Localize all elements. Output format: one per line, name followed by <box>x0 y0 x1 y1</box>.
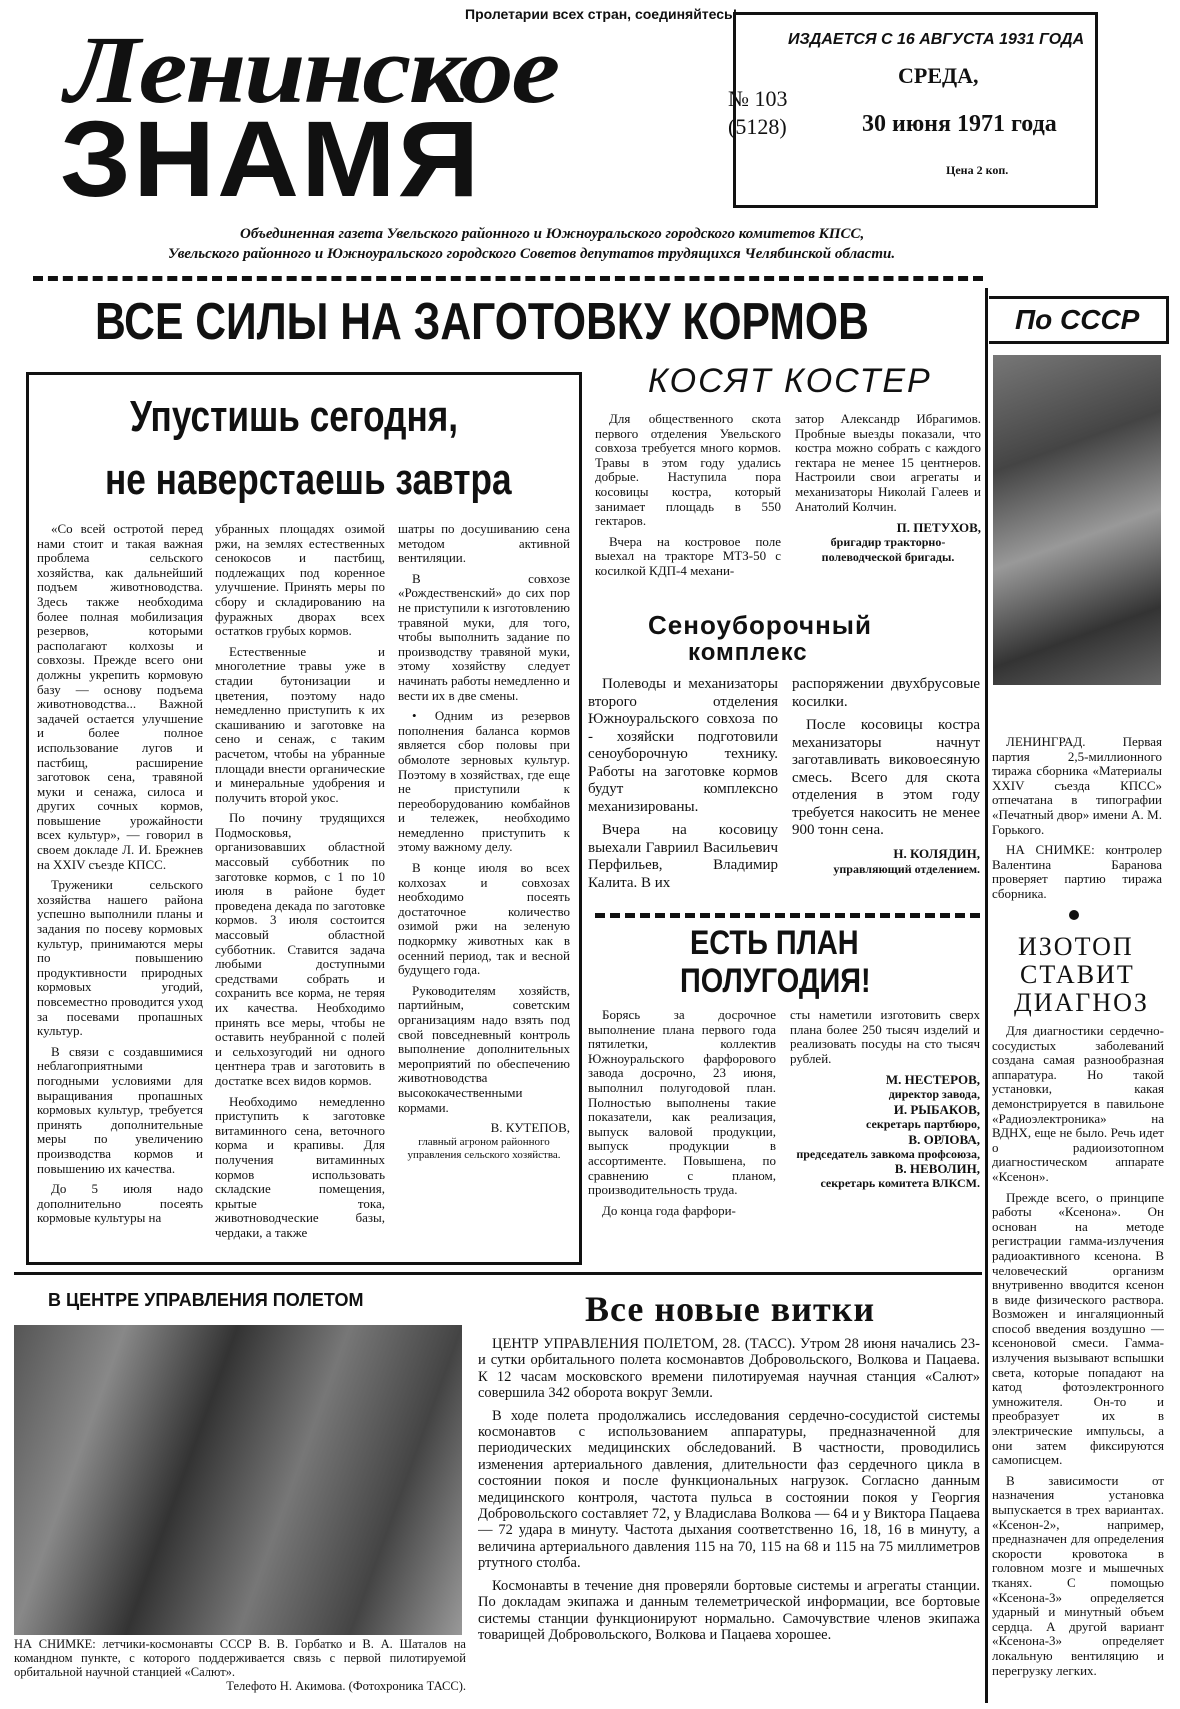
article4-signature-role: секретарь комитета ВЛКСМ. <box>820 1176 980 1191</box>
article1-text: Труженики сельского хозяйства нашего района успешно выполнили планы и задания по посеву кормовых культур, принимаются меры по повышению продуктивности природных кормовых угодий, повсеместно проводится уход за посевами пропашных культур. <box>37 877 203 1039</box>
newspaper-title-line1: Ленинское <box>65 16 558 123</box>
article1-signature-role: главный агроном районного управления сельского хозяйства. <box>407 1135 561 1161</box>
subtitle-line2: Увельского районного и Южноуральского городского Советов депутатов трудящихся Челябинской области. <box>168 246 896 262</box>
article4-signature-role: председатель завкома профсоюза, <box>796 1146 980 1161</box>
bullet-icon <box>1069 910 1079 920</box>
slogan: Пролетарии всех стран, соединяйтесь! <box>465 6 738 22</box>
article2-column2 <box>795 412 981 602</box>
lower-divider <box>14 1272 982 1275</box>
sidebar-caption <box>992 735 1162 935</box>
flight-caption-text: НА СНИМКЕ: летчики-космонавты СССР В. В. Горбатко и В. А. Шаталов на командном пункте, с которого поддерживается связь с первой пилотируемой орбитальной научной станцией «Салют». <box>14 1637 466 1679</box>
article4-signature-role: директор завода, <box>888 1087 980 1102</box>
article4-signature: В. НЕВОЛИН, <box>894 1161 980 1177</box>
article4-title-line2: ПОЛУГОДИЯ! <box>680 962 871 1000</box>
article4-column2 <box>790 1008 980 1263</box>
article3-title-line1: Сеноуборочный <box>648 610 872 640</box>
isotope-title-line2: СТАВИТ <box>1020 960 1135 989</box>
article3-signature-role: управляющий отделением. <box>833 861 980 876</box>
article3-text: После косовицы костра механизаторы начнут заготавливать виковоесяную смесь. Всего для скота отделения в этом году требуется накосить не менее 900 тонн сена. <box>792 717 980 838</box>
article2-signature-role: бригадир тракторно-полеводческой бригады. <box>821 535 955 564</box>
article1-text: В связи с создавшимися неблагоприятными погодными условиями для выращивания пропашных кормовых культур, требуется принять дополнительные меры по увеличению производства кормов и повышению их качества. <box>37 1043 203 1176</box>
flight-title: Все новые витки <box>585 1289 876 1329</box>
isotope-text <box>992 1024 1164 1704</box>
article1-title-line2: не наверстаешь завтра <box>105 455 512 504</box>
article1-text: В совхозе «Рождественский» до сих пор не приступили к изготовлению травяной муки, для того, чтобы выполнить задание по производству травяной муки, этому хозяйству следует начинать работы немедленно и вести их в две смены. <box>398 570 570 703</box>
article2-title: КОСЯТ КОСТЕР <box>648 362 932 400</box>
price: Цена 2 коп. <box>946 163 1009 177</box>
isotope-paragraph: В зависимости от назначения установка выпускается в трех вариантах. «Ксенон-2», например, предназначен для определения скорости кровотока в головном мозге и мышечных тканях. С помощью «Ксенона-3» определяется ударный и минутный объем сердца. А другой вариант «Ксенона-3» определяет локальную вентиляцию и перегрузку легких. <box>992 1472 1164 1678</box>
since-label: ИЗДАЕТСЯ С 16 АВГУСТА 1931 ГОДА <box>788 31 1085 48</box>
article2-text: Для общественного скота первого отделения Увельского совхоза требуется много кормов. Травы в этом году удались добрые. Наступила пора косовицы костра, который занимает площадь в 550 гектаров. <box>595 412 781 529</box>
flight-caption-credit: Телефото Н. Акимова. (Фотохроника ТАСС). <box>226 1679 466 1693</box>
article3-text: Полеводы и механизаторы второго отделения Южноуральского совхоза по - хозяйски подготовили сеноуборочную технику. Работы на заготовке кормов будут комплексно механизированы. <box>588 676 778 815</box>
flight-heading: В ЦЕНТРЕ УПРАВЛЕНИЯ ПОЛЕТОМ <box>48 1290 364 1310</box>
flight-photo-caption <box>14 1637 466 1707</box>
flight-article <box>478 1336 980 1704</box>
article4-signature: В. ОРЛОВА, <box>908 1131 980 1147</box>
article1-text: До 5 июля надо дополнительно посеять кормовые культуры на <box>37 1181 203 1226</box>
article1-text: Естественные и многолетние травы уже в стадии бутонизации и цветения, поэтому надо немедленно приступить к их скашиванию и заготовке на сено и сенаж, с таким расчетом, чтобы на убранные площади внести органические и минеральные удобрения и получить второй укос. <box>215 643 385 805</box>
isotope-title-line3: ДИАГНОЗ <box>1014 988 1149 1017</box>
article2-signature: П. ПЕТУХОВ, <box>896 520 981 536</box>
newspaper-title-line2: ЗНАМЯ <box>60 98 482 219</box>
masthead-divider <box>33 276 983 281</box>
article2-text: Вчера на костровое поле выехал на тракторе МТЗ-50 с косилкой КДП-4 механи- <box>595 533 781 578</box>
article3-text: распоряжении двухбрусовые косилки. <box>792 676 980 710</box>
flight-paragraph: В ходе полета продолжались исследования сердечно-сосудистой системы космонавтов с использованием аппаратуры, предназначенной для периодических медицинских обследований. В частности, проводились изменения артериального давления, длительности фаз сердечного цикла в состоянии покоя и после функциональных нагрузок. Согласно данным медицинского контроля, частота пульса в состоянии покоя у Георгия Добровольского составляет 72, у Владислава Волкова — 64 и у Виктора Пацаева — 72 удара в минуту. Частота дыхания соответственно 16, 18, 16 в минуту, а величина артериального давления 115 на 70, 115 на 68 и 115 на 75 миллиметров ртутного столба. <box>478 1407 980 1572</box>
sidebar-photo <box>993 355 1161 685</box>
article4-text: До конца года фарфори- <box>602 1202 736 1218</box>
article1-text: убранных площадях озимой ржи, на землях естественных сенокосов и пастбищ, подлежащих под коренное улучшение. Принять меры по сбору и складированию на фуражных дворах всех остатков грубых кормов. <box>215 522 385 639</box>
article1-text: В конце июля во всех колхозах и совхозах необходимо посеять достаточное количество озимой ржи на зеленую подкормку животных как в осенний период, так и весной будущего года. <box>398 860 570 978</box>
isotope-paragraph: Прежде всего, о принципе работы «Ксенона». Он основан на методе регистрации гамма-излучения радиоактивного ксенона. В человеческий организм внутривенно вводится ксенон в виде физического раствора. Возможен и ингаляционный способ введения воздушно — ксеноновой смеси. Гамма-излучения вызывают вспышки света, которые попадают на катод фотоэлектронного умножителя. Он-то и преобразует их в электрические импульсы, а они затем фиксируются самописцем. <box>992 1189 1164 1468</box>
article1-column3 <box>398 522 570 1257</box>
article3-signature: Н. КОЛЯДИН, <box>893 845 980 861</box>
sidebar-caption-text: ЛЕНИНГРАД. Первая партия 2,5-миллионного тиража сборника «Материалы XXIV съезда КПСС» отпечатана в типографии «Печатный двор» имени А. М. Горького. <box>992 735 1162 837</box>
issue-date: 30 июня 1971 года <box>862 111 1057 137</box>
article4-signature: И. РЫБАКОВ, <box>893 1101 980 1117</box>
article4-title-line1: ЕСТЬ ПЛАН <box>690 924 859 962</box>
article3-title-line2: комплекс <box>688 639 808 666</box>
sidebar-border <box>985 288 988 1703</box>
article1-text: Руководителям хозяйств, партийным, советским организациям надо взять под свой повседневный контроль выполнение дополнительных мероприятий по обеспечению животноводства высококачественными кормами. <box>398 982 570 1115</box>
main-headline: ВСЕ СИЛЫ НА ЗАГОТОВКУ КОРМОВ <box>95 293 869 351</box>
issue-number: № 103 <box>728 86 788 111</box>
section-divider <box>595 913 980 918</box>
article1-text: шатры по досушиванию сена методом активной вентиляции. <box>398 522 570 566</box>
article1-text: Необходимо немедленно приступить к заготовке витаминного сена, веточного корма и крапивы. Для получения витаминных кормов использовать складские помещения, крытые тока, животноводческие базы, чердаки, а также <box>215 1093 385 1240</box>
article3-column2 <box>792 676 980 901</box>
article2-column1 <box>595 412 781 602</box>
article3-text: Вчера на косовицу выехали Гавриил Васильевич Перфильев, Владимир Калита. В их <box>588 822 778 891</box>
article3-column1 <box>588 676 778 901</box>
article1-title-line1: Упустишь сегодня, <box>130 392 459 441</box>
article4-text: Борясь за досрочное выполнение плана первого года пятилетки, коллектив Южноуральского фарфорового завода досрочно, 23 июня, выполнил полугодовой план. Полностью выполнены такие показатели, как реализация, выпуск валовой продукции, выпуск продукции в ассортименте. Повышена, по сравнению с планом, производительность труда. <box>588 1008 776 1198</box>
isotope-paragraph: Для диагностики сердечно-сосудистых заболеваний создана самая разнообразная аппаратура. Но такой установки, какая демонстрируется в павильоне «Радиоэлектроника» на ВДНХ, еще не было. Речь идет о радиоизотопном диагностическом аппарате «Ксенон». <box>992 1024 1164 1184</box>
article4-column1 <box>588 1008 776 1263</box>
sidebar-caption-text: НА СНИМКЕ: контролер Валентина Баранова проверяет партию тиража сборника. <box>992 842 1162 901</box>
article1-text: «Со всей остротой перед нами стоит и такая важная проблема сельского хозяйства, как дальнейший подъем животноводства. Здесь также необходима более полная мобилизация резервов, которыми располагают колхозы и совхозы. Прежде всего они должны укрепить кормовую базу — основу подъема животноводства... Важной задачей остается улучшение и более полное использование лугов и пастбищ, расширение заготовок сена, травяной муки и сенажа, силоса и других сочных кормов, повышение урожайности всех культур», — говорил в своем докладе Л. И. Брежнев на XXIV съезде КПСС. <box>37 522 203 872</box>
date-box <box>733 12 1098 208</box>
weekday: СРЕДА, <box>898 63 979 88</box>
article1-column1 <box>37 522 203 1257</box>
flight-photo <box>14 1325 462 1635</box>
sidebar-title: По СССР <box>1015 304 1140 335</box>
article1-signature: В. КУТЕПОВ, <box>490 1120 570 1136</box>
isotope-title-line1: ИЗОТОП <box>1018 932 1134 961</box>
flight-paragraph: ЦЕНТР УПРАВЛЕНИЯ ПОЛЕТОМ, 28. (ТАСС). Утром 28 июня начались 23-и сутки орбитального полета космонавтов Добровольского, Волкова и Пацаева. К 12 часам московского времени пилотируемая научная станция «Салют» совершила 342 оборота вокруг Земли. <box>478 1336 980 1402</box>
issue-total: (5128) <box>728 114 787 139</box>
article1-text: По почину трудящихся Подмосковья, организовавших областной массовый субботник по заготовке кормов, с 1 по 10 июля в районе будет проведена декада по заготовке кормов. 3 июля состоится массовый областной субботник. Ставится задача любыми доступными средствами собрать и сохранить все корма, не теряя их качества. Необходимо принять все меры, чтобы не оставить неубранной с полей и сельхозугодий ни одного центнера трав и заготовить в достатке всех видов кормов. <box>215 810 385 1088</box>
article4-signature: М. НЕСТЕРОВ, <box>885 1072 980 1088</box>
masthead <box>0 0 1180 275</box>
article4-text: сты наметили изготовить сверх плана более 250 тысяч изделий и реализовать посуды на сто тысяч рублей. <box>790 1008 980 1066</box>
article1-text: • Одним из резервов пополнения баланса кормов является сбор половы при обмолоте зерновых культур. Поэтому в хозяйствах, где еще не приступили к переоборудованию комбайнов и тележек, необходимо немедленно приступить к этому важному делу. <box>398 708 570 855</box>
article2-text: затор Александр Ибрагимов. Пробные выезды показали, что костра можно собрать с каждого гектара не менее 15 центнеров. Настроили свои агрегаты и механизаторы Николай Галеев и Анатолий Колчин. <box>795 412 981 514</box>
subtitle-line1: Объединенная газета Увельского районного и Южноуральского городского комитетов КПСС, <box>240 226 865 242</box>
article1-column2 <box>215 522 385 1257</box>
flight-paragraph: Космонавты в течение дня проверяли бортовые системы и агрегаты станции. По докладам экипажа и данным телеметрической информации, все бортовые системы станции функционируют нормально. Самочувствие членов экипажа товарищей Добровольского, Волкова и Пацаева хорошее. <box>478 1577 980 1643</box>
article4-signature-role: секретарь партбюро, <box>866 1116 980 1131</box>
